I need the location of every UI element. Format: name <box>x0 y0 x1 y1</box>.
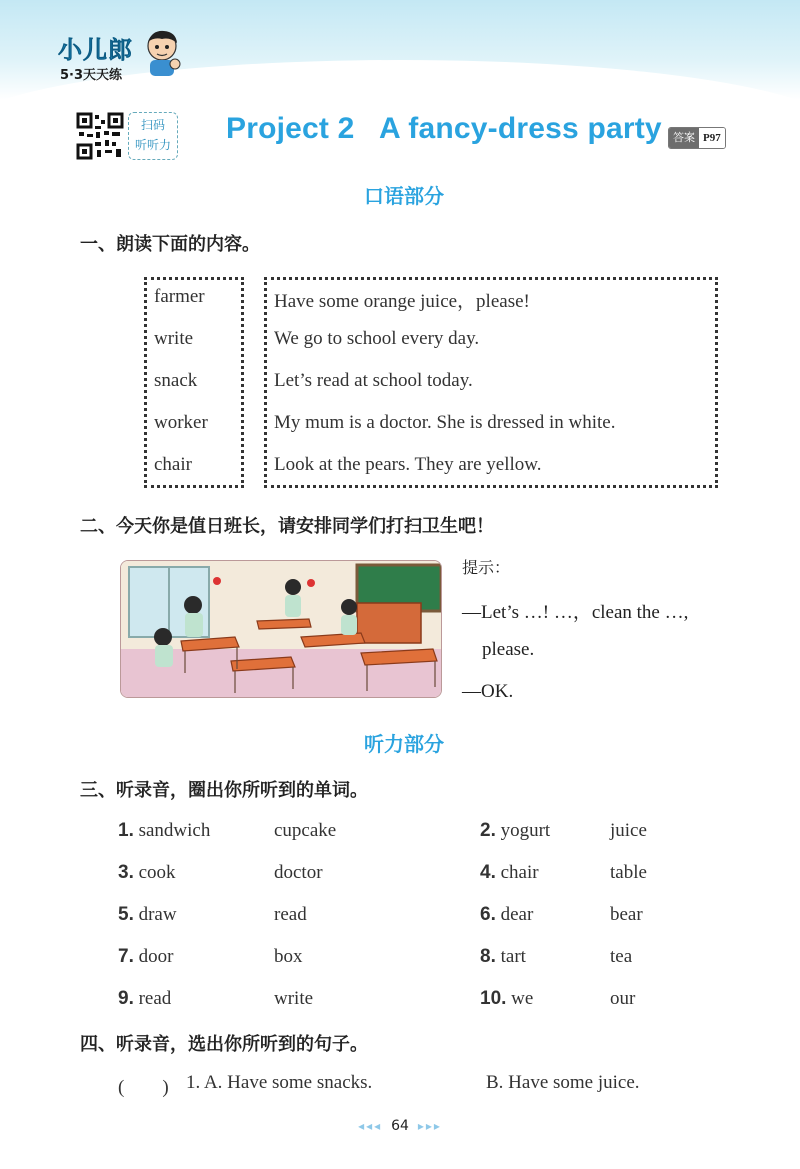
page-footer <box>0 1118 800 1134</box>
q3-item: 9. read <box>118 988 172 1009</box>
q3-item: 4. chair <box>480 862 539 883</box>
q3-option-b[interactable]: bear <box>610 904 643 925</box>
page-number: 64 <box>391 1118 409 1134</box>
q3-item: 2. yogurt <box>480 820 551 841</box>
answer-page: P97 <box>699 128 725 148</box>
q4-option-b[interactable]: B. Have some juice. <box>486 1072 640 1093</box>
word-item: write <box>154 328 194 349</box>
q2-heading: 二、今天你是值日班长，请安排同学们打扫卫生吧！ <box>80 516 494 537</box>
hint-label: 提示： <box>462 558 511 577</box>
q3-item: 1. sandwich <box>118 820 211 841</box>
mascot-icon <box>140 28 184 78</box>
q3-item: 7. door <box>118 946 174 967</box>
q4-heading: 四、听录音，选出你所听到的句子。 <box>80 1034 368 1055</box>
word-item: worker <box>154 412 208 433</box>
q3-option-b[interactable]: tea <box>610 946 633 967</box>
q3-option-b[interactable]: our <box>610 988 636 1009</box>
q3-item: 5. draw <box>118 904 177 925</box>
word-item: snack <box>154 370 198 391</box>
answer-blank[interactable]: ( ) <box>118 1077 169 1098</box>
q3-item: 3. cook <box>118 862 176 883</box>
answer-badge[interactable] <box>668 127 726 149</box>
sentence-item: My mum is a doctor. She is dressed in white. <box>274 412 616 433</box>
q3-heading: 三、听录音，圈出你所听到的单词。 <box>80 780 368 801</box>
q3-option-b[interactable]: juice <box>610 820 647 841</box>
q3-item: 6. dear <box>480 904 534 925</box>
sentence-item: Look at the pears. They are yellow. <box>274 454 542 475</box>
sentence-item: We go to school every day. <box>274 328 480 349</box>
q3-option-b[interactable]: doctor <box>274 862 323 883</box>
qr-code-icon[interactable] <box>76 112 124 160</box>
answer-label: 答案 <box>669 128 699 148</box>
prev-arrows-icon: ◂◂◂ <box>358 1119 383 1133</box>
q1-heading: 一、朗读下面的内容。 <box>80 234 260 255</box>
q3-item: 10. we <box>480 988 534 1009</box>
q3-item: 8. tart <box>480 946 526 967</box>
classroom-illustration <box>120 560 442 698</box>
q3-option-b[interactable]: cupcake <box>274 820 337 841</box>
q4-option-a[interactable]: A. Have some snacks. <box>203 1072 373 1093</box>
q4-item: 1. A. Have some snacks. <box>186 1072 373 1093</box>
word-item: chair <box>154 454 192 475</box>
q3-option-b[interactable]: read <box>274 904 307 925</box>
next-arrows-icon: ▸▸▸ <box>417 1119 442 1133</box>
brand-name: 小儿郎 <box>58 36 133 64</box>
sentence-item: Have some orange juice，please! <box>274 291 530 312</box>
scan-listen-label: 扫码 听听力 <box>128 112 178 160</box>
section-listening: 听力部分 <box>364 732 444 756</box>
hint-line: —OK. <box>462 681 514 702</box>
hint-line: —Let’s …! …，clean the …, <box>462 602 689 623</box>
sentence-item: Let’s read at school today. <box>274 370 473 391</box>
q3-option-b[interactable]: write <box>274 988 314 1009</box>
section-oral: 口语部分 <box>364 184 444 208</box>
page-title: Project 2 A fancy-dress party <box>226 112 662 145</box>
word-item: farmer <box>154 286 205 307</box>
brand-series: 5·3天天练 <box>60 68 123 83</box>
hint-line: please. <box>482 639 535 660</box>
q3-option-b[interactable]: table <box>610 862 647 883</box>
q3-option-b[interactable]: box <box>274 946 303 967</box>
